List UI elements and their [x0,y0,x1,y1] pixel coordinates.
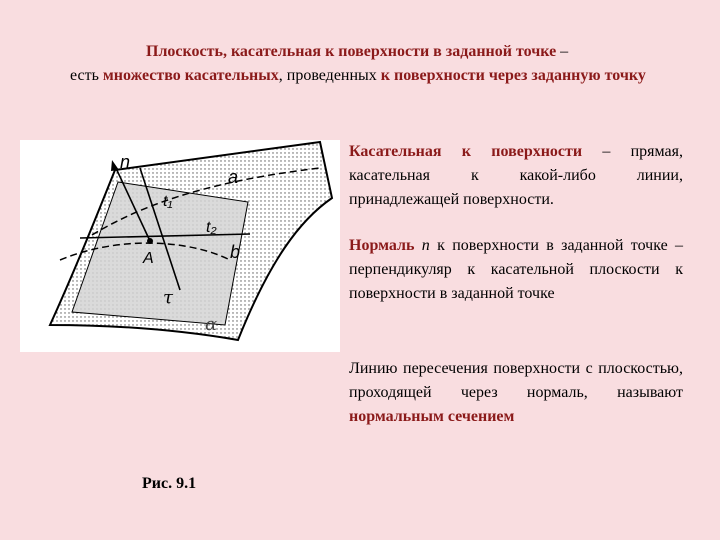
tangent-term: Касательная к поверхности [349,143,583,160]
label-t1: t₁ [163,193,173,210]
intro-paragraph [70,40,660,88]
intro-part4: , проведенных [278,67,381,84]
tangent-plane-tau [72,182,248,325]
label-A: A [143,250,154,267]
label-t2: t₂ [206,219,217,236]
normal-section-text: Линию пересечения поверхности с плоскостью, проходящей через нормаль, называют [349,360,683,401]
tangent-text: – прямая, касательная к какой-либо линии, принадлежащей поверхности. [349,143,683,208]
figure-caption: Рис. 9.1 [142,475,197,492]
point-A [147,238,153,244]
intro-term: Плоскость, касательная к поверхности в заданной точке [146,43,557,60]
normal-definition [349,234,683,306]
normal-section-term: нормальным сечением [349,408,515,425]
label-a: a [228,167,239,187]
intro-tangent-set: множество касательных [102,67,279,84]
label-alpha: α [205,314,218,335]
normal-text: к поверхности в заданной точке – перпендикуляр к касательной плоскости к поверхности в заданной точке [349,237,684,302]
intro-dash: – [556,43,569,60]
label-n: n [120,152,131,172]
normal-term: Нормаль [349,237,422,254]
normal-symbol: n [421,237,430,254]
normal-section-definition [349,357,683,429]
intro-part5: к поверхности через заданную точку [380,67,646,84]
intro-part2: есть [70,67,103,84]
label-b: b [230,242,241,262]
label-tau: τ [163,287,173,308]
tangent-plane-diagram [20,140,340,352]
tangent-definition [349,140,683,212]
surface-figure [20,140,340,352]
normal-arrow-icon [111,160,119,171]
